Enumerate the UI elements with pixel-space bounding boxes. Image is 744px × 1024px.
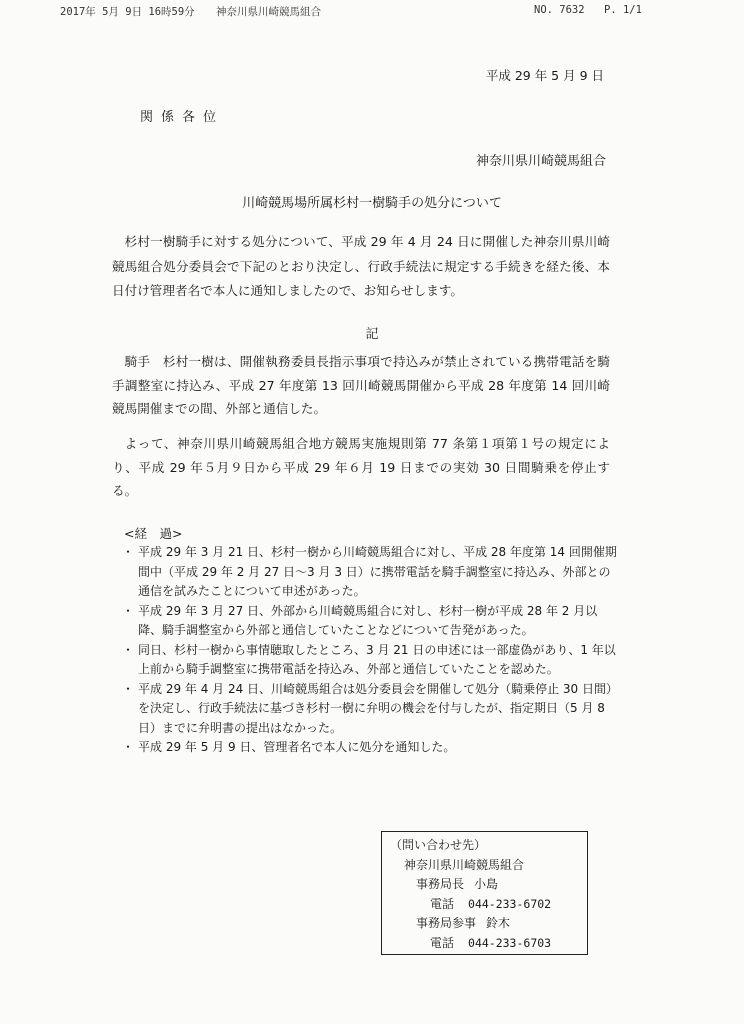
phone-number-2: 044-233-6703 xyxy=(468,935,552,950)
history-item-text: 同日、杉村一樹から事情聴取したところ、3 月 21 日の申述には一部虚偽があり、1 年以上前から騎手調整室に携帯電話を持込み、外部と通信していたことを認めた。 xyxy=(138,642,616,676)
fax-number: NO. 7632 xyxy=(534,4,585,16)
bullet-marker: ・ xyxy=(122,545,135,559)
history-item-text: 平成 29 年 5 月 9 日、管理者名で本人に処分を通知した。 xyxy=(138,740,456,754)
intro-paragraph: 杉村一樹騎手に対する処分について、平成 29 年 4 月 24 日に開催した神奈川県川崎競馬組合処分委員会で下記のとおり決定し、行政手続法に規定する手続きを経た後、本日付け管理者名で本人に通知しましたので、お知らせします。 xyxy=(112,234,610,298)
contact-phone-1 xyxy=(390,895,587,915)
sender-organization: 神奈川県川崎競馬組合 xyxy=(475,154,606,169)
contact-person-2 xyxy=(390,914,587,934)
phone-label: 電話 xyxy=(430,935,455,950)
history-item xyxy=(118,602,618,641)
contact-title: （問い合わせ先） xyxy=(390,838,487,852)
contact-person-1 xyxy=(390,875,587,895)
document-subject: 川崎競馬場所属杉村一樹騎手の処分について xyxy=(242,196,502,211)
bullet-marker: ・ xyxy=(122,603,135,618)
contact-person-1-role: 事務局長 xyxy=(416,877,465,891)
history-item xyxy=(118,641,618,680)
fax-datetime: 2017年 5月 9日 16時59分 xyxy=(60,6,195,18)
fax-header xyxy=(0,2,744,18)
document-date: 平成 29 年 5 月 9 日 xyxy=(485,68,604,83)
history-item-text: 平成 29 年 4 月 24 日、川崎競馬組合は処分委員会を開催して処分（騎乗停止 30 日間）を決定し、行政手続法に基づき杉村一樹に弁明の機会を付与したが、指定期日（5 月 8 日）までに弁明書の提出はなかった。 xyxy=(138,681,618,735)
contact-organization: 神奈川県川崎競馬組合 xyxy=(404,857,525,872)
contact-phone-2 xyxy=(390,934,587,954)
history-list xyxy=(118,543,618,758)
contact-person-2-name: 鈴木 xyxy=(486,916,511,930)
body-paragraph-violation: 騎手 杉村一樹は、開催執務委員長指示事項で持込みが禁止されている携帯電話を騎手調整室に持込み、平成 27 年度第 13 回川崎競馬開催から平成 28 年度第 14 回川崎競馬開催までの間、外部と通信した。 xyxy=(112,354,610,416)
bullet-marker: ・ xyxy=(122,642,135,657)
fax-sender: 神奈川県川崎競馬組合 xyxy=(216,6,321,18)
history-item xyxy=(118,738,618,758)
bullet-marker: ・ xyxy=(122,681,135,696)
addressee: 関係各位 xyxy=(140,110,225,125)
phone-label: 電話 xyxy=(430,896,455,911)
ki-heading: 記 xyxy=(365,327,379,342)
contact-box xyxy=(381,831,588,955)
bullet-marker: ・ xyxy=(122,740,135,754)
body-paragraph-penalty: よって、神奈川県川崎競馬組合地方競馬実施規則第 77 条第１項第１号の規定により、平成 29 年５月９日から平成 29 年６月 19 日までの実効 30 日間騎乗を停止する。 xyxy=(112,436,610,498)
phone-number-1: 044-233-6702 xyxy=(468,896,552,911)
history-item xyxy=(118,543,618,602)
contact-person-1-name: 小島 xyxy=(474,877,499,891)
contact-person-2-role: 事務局参事 xyxy=(416,916,477,930)
history-item-text: 平成 29 年 3 月 21 日、杉村一樹から川崎競馬組合に対し、平成 28 年度第 14 回開催期間中（平成 29 年 2 月 27 日～3 月 3 日）に携帯電話を騎手調整室に持込み、外部との通信を試みたことについて申述があった。 xyxy=(138,545,617,598)
history-item-text: 平成 29 年 3 月 27 日、外部から川崎競馬組合に対し、杉村一樹が平成 28 年 2 月以降、騎手調整室から外部と通信していたことなどについて告発があった。 xyxy=(138,603,598,637)
fax-page: P. 1/1 xyxy=(604,4,642,16)
history-heading: <経 過> xyxy=(124,526,183,541)
history-item xyxy=(118,680,618,739)
